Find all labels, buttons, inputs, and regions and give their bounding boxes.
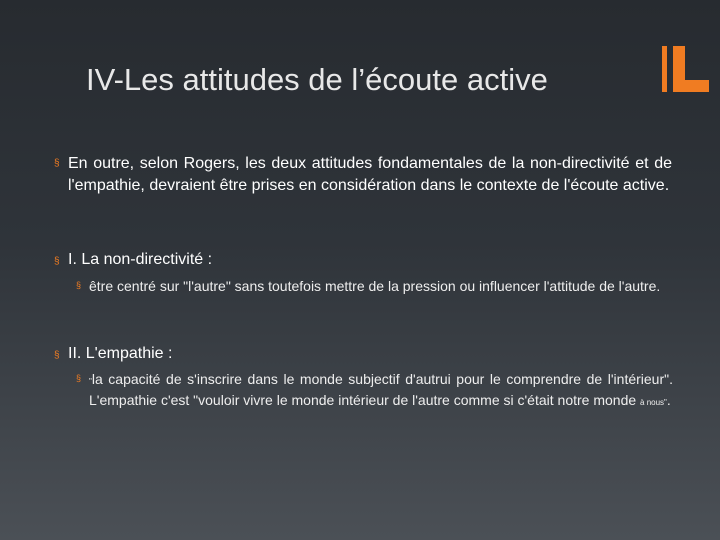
- intro-paragraph: En outre, selon Rogers, les deux attitudes fondamentales de la non-directivité et de l'empathie, devraient être prises en considération dans le contexte de l'écoute active.: [68, 155, 672, 194]
- bullet-icon: §: [54, 256, 60, 267]
- heading-non-directivite: I. La non-directivité :: [68, 251, 213, 268]
- detail-non-directivite: être centré sur "l'autre" sans toutefois mettre de la pression ou influencer l'attitude de l'autre.: [89, 278, 661, 294]
- bullet-icon: §: [54, 158, 60, 169]
- sub-bullet-icon: §: [76, 280, 82, 290]
- detail-empathie-small: à nous": [640, 398, 667, 407]
- detail-empathie-end: .: [666, 392, 671, 408]
- accent-bar-thin: [662, 46, 667, 92]
- sub-bullet-icon: §: [76, 373, 82, 383]
- detail-empathie-main: la capacité de s'inscrire dans le monde subjectif d'autrui pour le comprendre de l'intérieur". L'empathie c'est "vouloir vivre le monde intérieur de l'autre comme si c'était notre monde: [89, 371, 673, 408]
- bullet-icon: §: [54, 350, 60, 361]
- detail-empathie: [89, 370, 673, 412]
- detail-empathie-open-quote: ": [89, 377, 92, 386]
- accent-bar-base: [673, 80, 709, 92]
- slide-title: IV-Les attitudes de l’écoute active: [86, 62, 548, 97]
- heading-empathie: II. L'empathie :: [68, 345, 173, 362]
